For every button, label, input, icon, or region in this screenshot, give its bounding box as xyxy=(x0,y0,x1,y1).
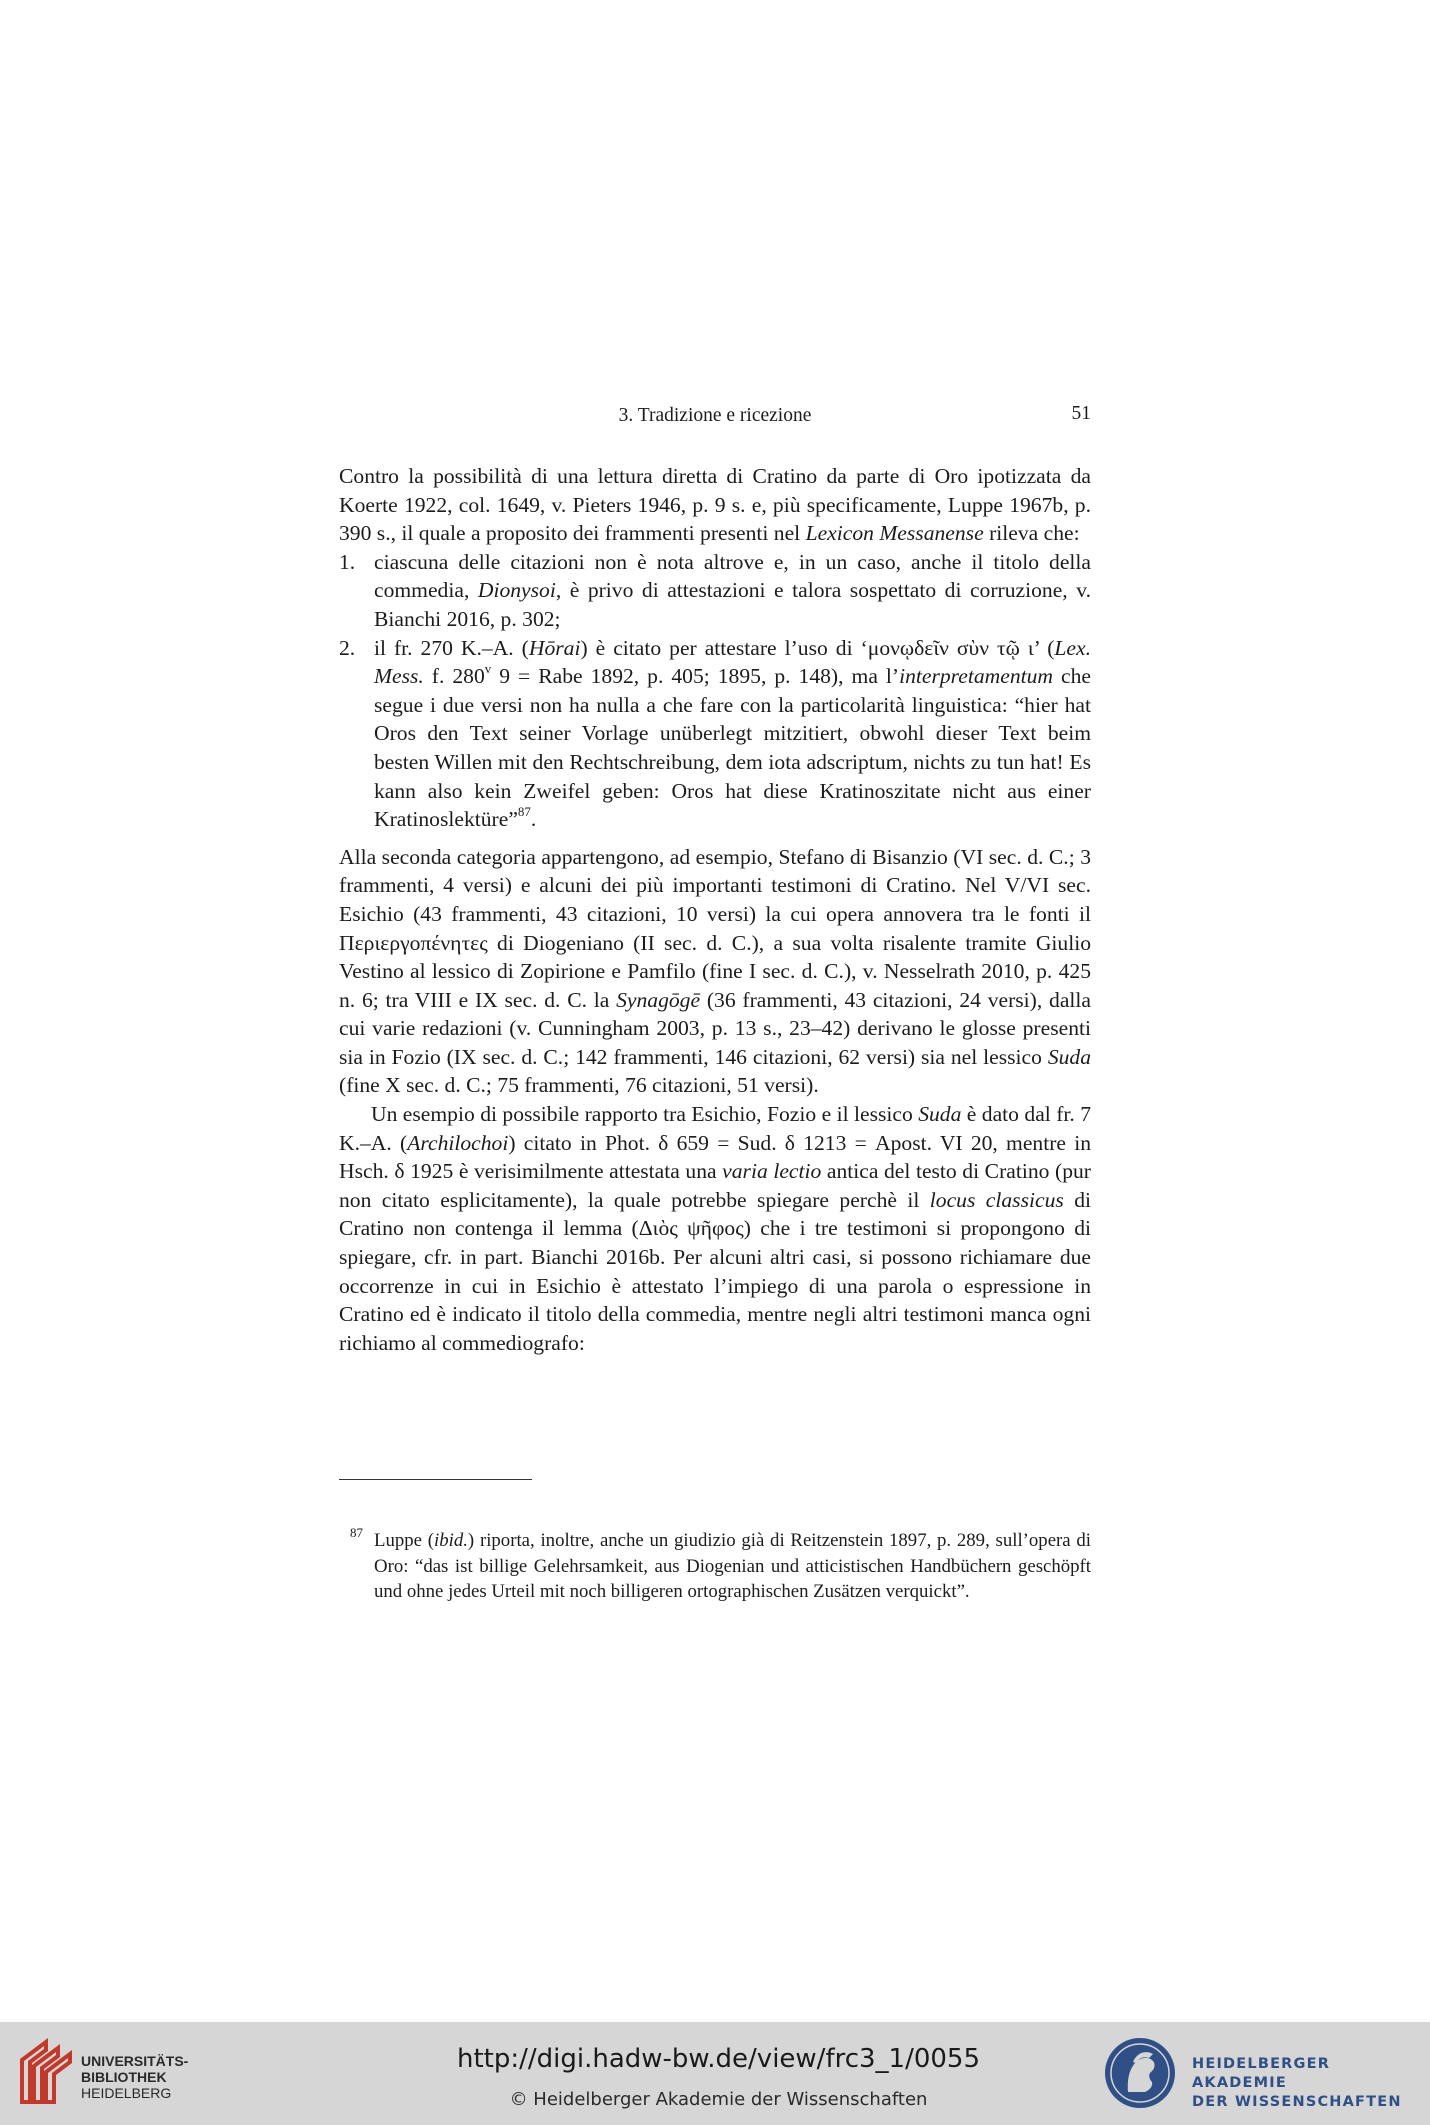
list-item-number: 1. xyxy=(339,549,356,574)
footnote-reference[interactable]: 87 xyxy=(517,803,531,819)
list-item: 1. ciascuna delle citazioni non è nota altrove e, in un caso, anche il titolo della commedia, Dionysoi, è privo di attestazioni e talora sospettato di corruzione, v. Bianchi 2016, p. 302; xyxy=(339,549,1091,631)
list-item-number: 2. xyxy=(339,635,356,660)
footnote-text: Luppe (ibid.) riporta, inoltre, anche un giudizio già di Reitzenstein 1897, p. 289, sull’opera di Oro: “das ist billige Gelehrsamkeit, aus Diogenian und atticistischen Handbüchern geschöpft und ohne jedes Urteil mit noch billigeren ortographischen Zusätzen verquickt”. xyxy=(374,1530,1091,1603)
paragraph-second-category: Alla seconda categoria appartengono, ad esempio, Stefano di Bisanzio (VI sec. d. C.; 3 frammenti, 4 versi) e alcuni dei più importanti testimoni di Cratino. Nel V/VI sec. Esichio (43 frammenti, 43 citazioni, 10 versi) la cui opera annovera tra le fonti il Περιεργοπένητες di Diogeniano (II sec. d. C.), a sua volta risalente tramite Giulio Vestino al lessico di Zopirione e Pamfilo (fine I sec. d. C.), v. Nesselrath 2010, p. 425 n. 6; tra VIII e IX sec. d. C. la Synagōgē (36 frammenti, 43 citazioni, 24 versi), dalla cui varie redazioni (v. Cunningham 2003, p. 13 s., 23–42) derivano le glosse presenti sia in Fozio (IX sec. d. C.; 142 frammenti, 146 citazioni, 62 versi) sia nel lessico Suda (fine X sec. d. C.; 75 frammenti, 76 citazioni, 51 versi). xyxy=(339,844,1091,1098)
main-text xyxy=(339,462,1091,1357)
running-head-title: 3. Tradizione e ricezione xyxy=(618,405,812,426)
university-library-logo-icon[interactable] xyxy=(16,2036,76,2108)
permalink-url[interactable]: http://digi.hadw-bw.de/view/frc3_1/0055 xyxy=(456,2044,981,2074)
athena-seal-icon[interactable] xyxy=(1103,2036,1177,2110)
footnote-number: 87 xyxy=(350,1525,363,1540)
academy-name: HEIDELBERGER AKADEMIE DER WISSENSCHAFTEN xyxy=(1192,2056,1402,2110)
copyright-notice: © Heidelberger Akademie der Wissenschaften xyxy=(509,2089,928,2110)
viewer-footer-bar xyxy=(0,2022,1430,2125)
footnote-rule xyxy=(339,1479,532,1480)
list-item: 2. il fr. 270 K.–A. (Hōrai) è citato per attestare l’uso di ‘μονῳδεῖν σὺν τῷ ι’ (Lex. Mess. f. 280$^v$ 9 = Rabe 1892, p. 405; 1895, p. 148), ma l’interpretamentum che segue i due versi non ha nulla a che fare con la particolarità linguistica: “hier hat Oros den Text seiner Vorlage unüberlegt mitzitiert, obwohl dieser Text beim besten Willen mit den Rechtschreibung, dem iota adscriptum, nichts zu tun hat! Es kann also kein Zweifel geben: Oros hat diese Kratinoszitate nicht aus einer Kratinoslektüre”$^{87}$. xyxy=(339,635,1091,832)
footnote xyxy=(339,1525,1091,1605)
paragraph-intro: Contro la possibilità di una lettura diretta di Cratino da parte di Oro ipotizzata da Koerte 1922, col. 1649, v. Pieters 1946, p. 9 s. e, più specificamente, Luppe 1967b, p. 390 s., il quale a proposito dei frammenti presenti nel Lexicon Messanense rileva che: xyxy=(339,464,1091,546)
numbered-list xyxy=(339,548,1091,834)
university-library-name: UNIVERSITÄTS- BIBLIOTHEK HEIDELBERG xyxy=(81,2053,189,2101)
paragraph-example: Un esempio di possibile rapporto tra Esichio, Fozio e il lessico Suda è dato dal fr. 7 K.–A. (Archilochoi) citato in Phot. δ 659 = Sud. δ 1213 = Apost. VI 20, mentre in Hsch. δ 1925 è verisimilmente attestata una varia lectio antica del testo di Cratino (pur non citato esplicitamente), la quale potrebbe spiegare perchè il locus classicus di Cratino non contenga il lemma (Διὸς ψῆφος) che i tre testimoni si propongono di spiegare, cfr. in part. Bianchi 2016b. Per alcuni altri casi, si possono richiamare due occorrenze in cui in Esichio è attestato l’impiego di una parola o espressione in Cratino ed è indicato il titolo della commedia, mentre negli altri testimoni manca ogni richiamo al commediografo: xyxy=(339,1102,1092,1355)
page-number: 51 xyxy=(1071,403,1091,424)
running-head xyxy=(339,405,1091,435)
